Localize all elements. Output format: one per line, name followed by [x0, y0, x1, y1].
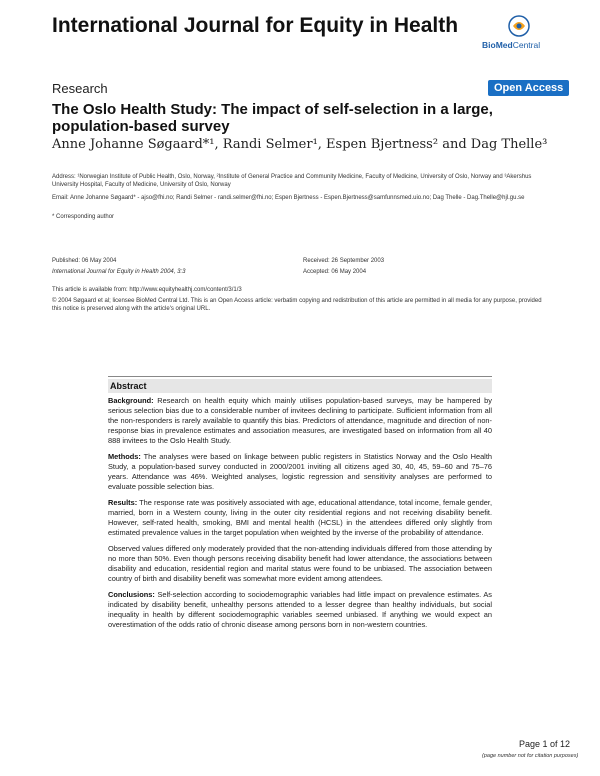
journal-title: International Journal for Equity in Health	[52, 14, 459, 37]
background-text: Research on health equity which mainly utilises population-based surveys, may be hampered by serious selection bias due to a considerable number of invitees declining to participate. Sufficient information from all the non-responders is rarely available to quantify this bias. Predictors of attendance, magnitude and direction of non-response bias in prevalence estimates and association measures, are investigated based on information from all 40 888 invitees to the Oslo Health Study.	[108, 396, 492, 445]
abstract-observed: Observed values differed only moderately provided that the non-attending individuals differed from those attending by no more than 50%. Even though persons receiving disability benefit had lower attendance, the associations between disability and education, residential region and marital status were found to be unbiased. The association between country of birth and disability benefit was somewhat more evident among attendees.	[108, 544, 492, 583]
conclusions-label: Conclusions:	[108, 590, 155, 599]
abstract-methods	[108, 452, 492, 492]
citation: International Journal for Equity in Health 2004, 3:3	[52, 269, 186, 275]
logo-text-central: Central	[512, 40, 541, 50]
author-address: Address: ¹Norwegian Institute of Public Health, Oslo, Norway, ²Institute of General Practice and Community Medicine, Faculty of Medicine, University of Oslo, Norway and ³Akershus University Hospital, Faculty of Medicine, University of Oslo, Norway	[52, 174, 532, 188]
abstract-conclusions	[108, 590, 492, 630]
background-label: Background:	[108, 396, 154, 405]
copyright-notice: © 2004 Søgaard et al; licensee BioMed Central Ltd. This is an Open Access article: verbatim copying and redistribution of this article are permitted in all media for any purpose, provided this notice is preserved along with the article's original URL.	[52, 298, 542, 312]
results-text: The response rate was positively associated with age, educational attendance, total income, female gender, married, born in a Western county, living in the outer city residential regions and not receiving disability benefit. However, self-rated health, smoking, BMI and mental health (HCSL) in the attendees differed only slightly from estimated prevalence values in the target population when weighted by the inverse of the probability of attendance.	[108, 498, 492, 537]
abstract-box	[108, 376, 492, 636]
methods-text: The analyses were based on linkage between public registers in Statistics Norway and the Oslo Health Study, a population-based survey conducted in 2000/2001 inviting all citizens aged 30, 40, 45, 59–60 and 75–76 years. Attendance was 46%. Weighted analyses, logistic regression and sensitivity analyses are performed to evaluate possible selection bias.	[108, 452, 492, 491]
author-emails: Email: Anne Johanne Søgaard* - ajso@fhi.no; Randi Selmer - randi.selmer@fhi.no; Espen Bjertness - Espen.Bjertness@samfunnsmed.uio.no; Dag Thelle - Dag.Thelle@hjl.gu.se	[52, 195, 525, 201]
abstract-background	[108, 396, 492, 446]
abstract-results	[108, 498, 492, 538]
received-date: Received: 26 September 2003	[303, 258, 385, 264]
page-number-note: (page number not for citation purposes)	[482, 753, 579, 759]
open-access-badge: Open Access	[488, 80, 569, 96]
authors: Anne Johanne Søgaard*¹, Randi Selmer¹, Espen Bjertness² and Dag Thelle³	[52, 137, 548, 152]
logo-text-biomed: BioMed	[482, 40, 513, 50]
published-date: Published: 06 May 2004	[52, 258, 117, 264]
accepted-date: Accepted: 06 May 2004	[303, 269, 367, 275]
corresponding-note: * Corresponding author	[52, 214, 115, 220]
article-url[interactable]: This article is available from: http://www.equityhealthj.com/content/3/1/3	[52, 287, 242, 293]
results-label: Results:	[108, 498, 138, 507]
article-type: Research	[52, 81, 108, 96]
biomed-logo-icon	[504, 14, 534, 38]
methods-label: Methods:	[108, 452, 141, 461]
article-title: The Oslo Health Study: The impact of self-selection in a large, population-based survey	[52, 101, 493, 135]
conclusions-text: Self-selection according to sociodemographic variables had little impact on prevalence estimates. As indicated by disability benefit, unhealthy persons attended to a lesser degree than healthy individuals, but social inequality in health by different sociodemographic variables seemed unbiased. If anything we would expect an overestimation of the odds ratio of chronic disease among persons born in non-western countries.	[108, 590, 492, 629]
abstract-heading: Abstract	[108, 379, 492, 393]
biomed-central-logo	[482, 14, 564, 54]
page-number: Page 1 of 12	[519, 739, 571, 749]
